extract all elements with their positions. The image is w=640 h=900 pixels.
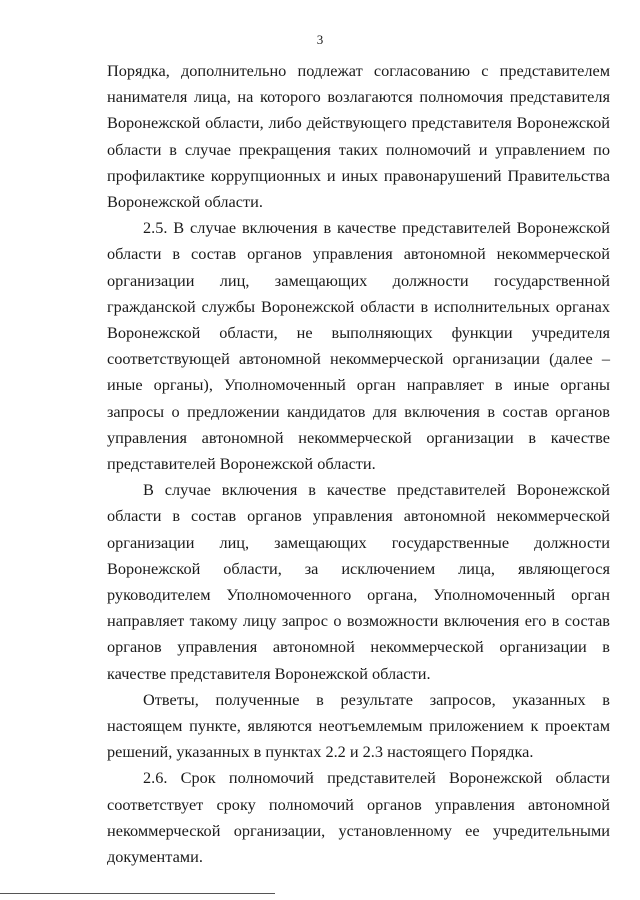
paragraph-2-5-state-positions: В случае включения в качестве представителей Воронежской области в состав органов управления автономной некоммерческой организации лиц, замещающих государственные должности Воронежской области, за исключением лица, являющегося руководителем Уполномоченного органа, Уполномоченный орган направляет такому лицу запрос о возможности включения его в состав органов управления автономной некоммерческой организации в качестве представителя Воронежской области. [107,480,610,683]
document-body [107,58,610,870]
paragraph-continuation: Порядка, дополнительно подлежат согласованию с представителем нанимателя лица, на которого возлагаются полномочия представителя Воронежской области, либо действующего представителя Воронежской области в случае прекращения таких полномочий и управлением по профилактике коррупционных и иных правонарушений Правительства Воронежской области. [107,61,610,212]
paragraph-2-5: 2.5. В случае включения в качестве представителей Воронежской области в состав органов управления автономной некоммерческой организации лиц, замещающих должности государственной гражданской службы Воронежской области в исполнительных органах Воронежской области, не выполняющих функции учредителя соответствующей автономной некоммерческой организации (далее – иные органы), Уполномоченный орган направляет в иные органы запросы о предложении кандидатов для включения в состав органов управления автономной некоммерческой организации в качестве представителей Воронежской области. [107,218,610,474]
paragraph-2-5-responses: Ответы, полученные в результате запросов, указанных в настоящем пункте, являются неотъемлемым приложением к проектам решений, указанных в пунктах 2.2 и 2.3 настоящего Порядка. [107,689,610,762]
page-number: 3 [316,32,324,47]
footer-divider [0,893,275,894]
paragraph-2-6: 2.6. Срок полномочий представителей Воронежской области соответствует сроку полномочий органов управления автономной некоммерческой организации, установленному ее учредительными документами. [107,768,610,867]
